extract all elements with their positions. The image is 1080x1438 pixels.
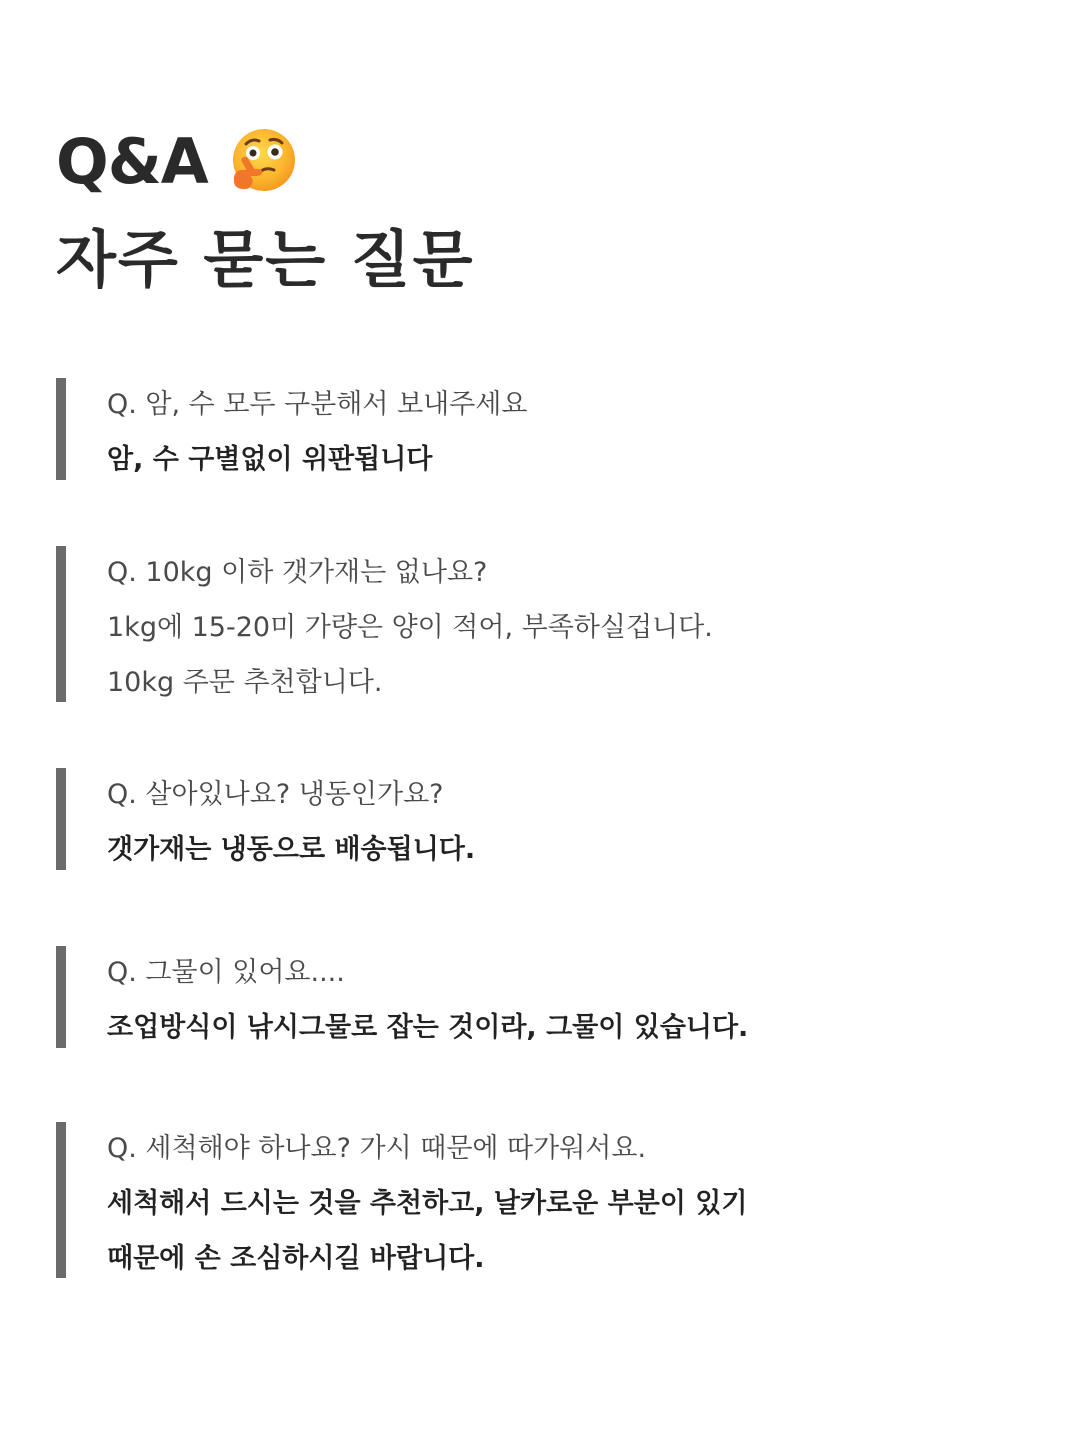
faq-question: Q. 암, 수 모두 구분해서 보내주세요 bbox=[107, 389, 528, 420]
faq-answer: 조업방식이 낚시그물로 잡는 것이라, 그물이 있습니다. bbox=[107, 1012, 749, 1043]
faq-item bbox=[56, 546, 1016, 702]
thinking-face-emoji-icon bbox=[228, 127, 298, 197]
faq-answer: 세척해서 드시는 것을 추천하고, 날카로운 부분이 있기 bbox=[107, 1188, 748, 1219]
heading-qa-row bbox=[56, 118, 475, 206]
faq-answer: 갯가재는 냉동으로 배송됩니다. bbox=[107, 834, 476, 865]
faq-answer: 1kg에 15-20미 가량은 양이 적어, 부족하실겁니다. bbox=[107, 612, 713, 643]
faq-question: Q. 10kg 이하 갯가재는 없나요? bbox=[107, 557, 488, 588]
qa-label: Q&A bbox=[56, 125, 208, 198]
faq-answer: 때문에 손 조심하시길 바랍니다. bbox=[107, 1243, 485, 1274]
faq-content bbox=[107, 945, 1016, 1055]
faq-content bbox=[107, 1121, 1016, 1286]
faq-item bbox=[56, 946, 1016, 1048]
faq-content bbox=[107, 767, 1016, 877]
faq-accent-bar bbox=[56, 768, 66, 870]
faq-accent-bar bbox=[56, 378, 66, 480]
faq-accent-bar bbox=[56, 946, 66, 1048]
page-title: 자주 묻는 질문 bbox=[56, 223, 475, 296]
faq-item bbox=[56, 768, 1016, 870]
faq-content bbox=[107, 377, 1016, 487]
faq-answer: 10kg 주문 추천합니다. bbox=[107, 667, 383, 698]
page-header bbox=[56, 118, 475, 300]
faq-item bbox=[56, 378, 1016, 480]
faq-item bbox=[56, 1122, 1016, 1278]
faq-question: Q. 세척해야 하나요? 가시 때문에 따가워서요. bbox=[107, 1133, 647, 1164]
faq-answer: 암, 수 구별없이 위판됩니다 bbox=[107, 444, 433, 475]
faq-accent-bar bbox=[56, 546, 66, 702]
faq-question: Q. 살아있나요? 냉동인가요? bbox=[107, 779, 444, 810]
faq-content bbox=[107, 545, 1016, 710]
faq-accent-bar bbox=[56, 1122, 66, 1278]
faq-question: Q. 그물이 있어요.... bbox=[107, 957, 345, 988]
